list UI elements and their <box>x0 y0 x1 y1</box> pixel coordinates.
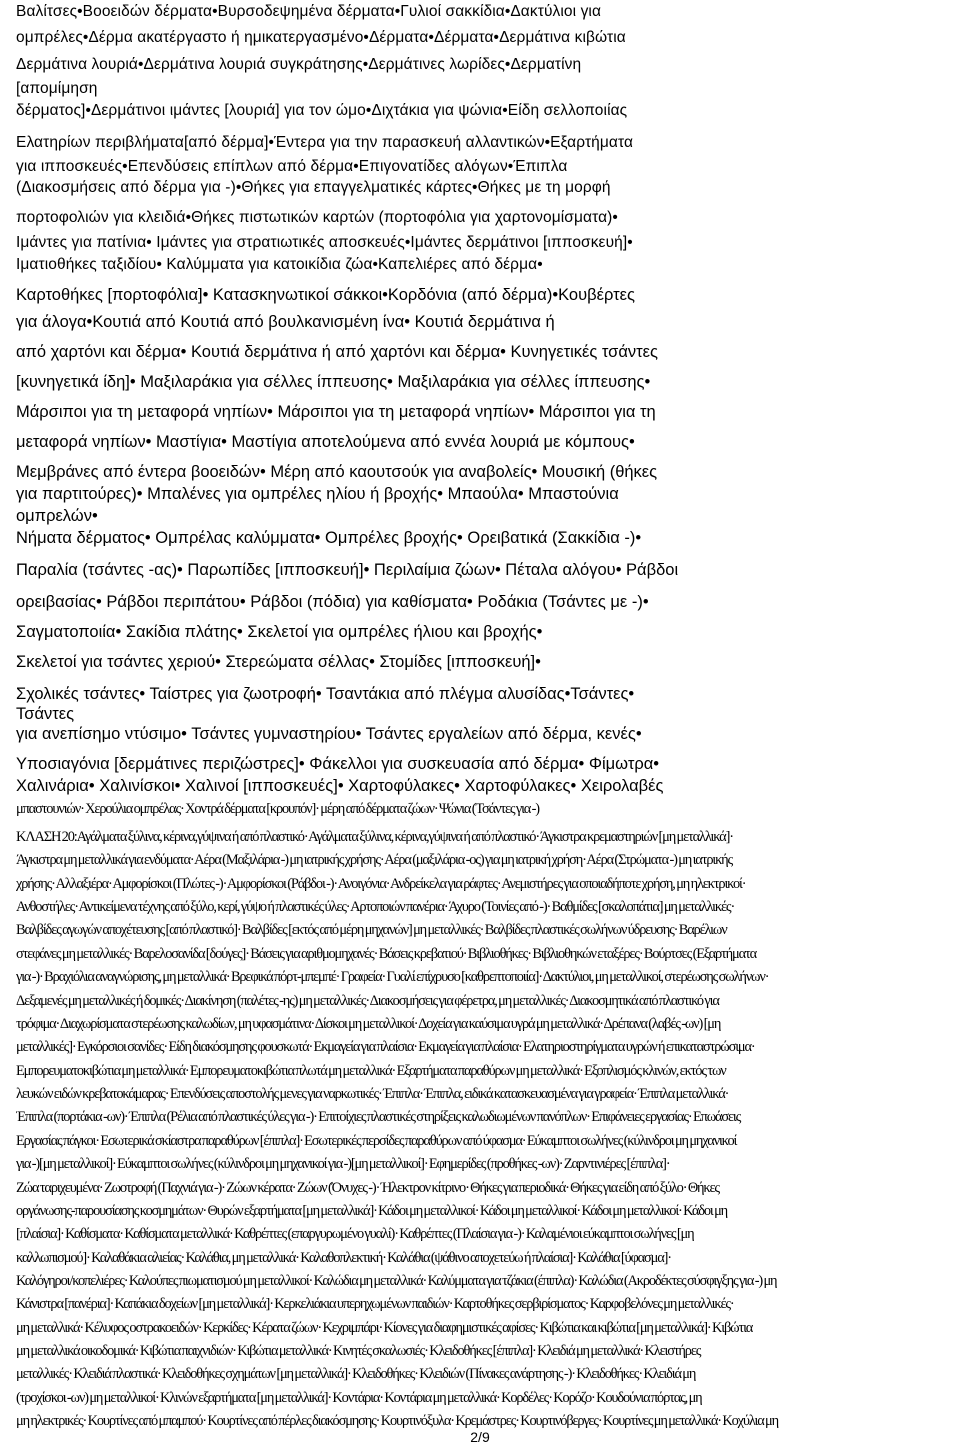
text-line: ομπρέλες•Δέρμα ακατέργαστο ή ημικατεργασμένο•Δέρματα•Δέρματα•Δερμάτινα κιβώτια <box>16 29 626 46</box>
text-line: Βαλβίδες αγωγών αποχέτευσης [από πλαστικό]· Βαλβίδες [εκτός από μέρη μηχανών] μη μεταλλικές· Βαλβίδες πλαστικές σωλήνων ύδρευσης· Βαρέλιων <box>16 922 727 938</box>
text-line: [πλαίσια]· Καθίσματα· Καθίσματα μεταλλικά· Καθρέπτες (επαργυρωμένο γυαλί)· Καθρέπτες (Πλαίσια για -)· Καλαμένιοι εύκαμπτοι σωλήνες [μη <box>16 1226 694 1242</box>
text-line: Άγκιστρα μη μεταλλικά για ενδύματα· Αέρα (Μαξιλάρια -) μη ιατρικής χρήσης· Αέρα (μαξιλάρια -ος) για μη ιατρική χρήση· Αέρα (Στρώματα -) μη ιατρικής <box>16 852 733 868</box>
text-line: στεφάνες μη μεταλλικές· Βαρελοσανίδα [δούγες]· Βάσεις για αριθμομηχανές· Βάσεις κρεβατιού· Βιβλιοθήκες· Βιβλιοθηκών εταξέρες· Βούρτσες (Εξαρτήματα <box>16 946 756 962</box>
text-line: [κυνηγετικά ίδη]• Μαξιλαράκια για σέλλες ίππευσης• Μαξιλαράκια για σέλλες ίππευσης• <box>16 373 651 391</box>
text-line: Ζώα ταριχευμένα· Ζωοτροφή (Παχνιά για -)· Ζώων κέρατα· Ζώων (Όνυχες -)· Ήλεκτρον κίτρινο· Θήκες για περιοδικά· Θήκες για είδη από ξύλο· Θήκες <box>16 1180 719 1196</box>
text-line: Ιματιοθήκες ταξιδίου• Καλύμματα για κατοικίδια ζώα•Καπελιέρες από δέρμα• <box>16 256 543 273</box>
text-line: Τσάντες <box>16 705 75 723</box>
text-line: μη μεταλλικά· Κέλυφος οστρακοειδών· Κερκίδες· Κέρατα ζώων· Κεχριμπάρι· Κίονες για διαφημιστικές αφίσες· Κιβώτια και κιβώτια [μη μεταλλικά]· Κιβώτια <box>16 1320 753 1336</box>
text-line: μη μεταλλικά οικοδομικά· Κιβώτια παιχνιδιών· Κιβώτια μεταλλικά· Κινητές σκαλωσιές· Κλειδοθήκες [έπιπλα]· Κλειδιά μη μεταλλικά· Κλειστήρες <box>16 1343 701 1359</box>
text-line: τρόφιμα· Διαχωρίσματα στερέωσης καλωδίων, μη υφασμάτινα· Δίσκοι μη μεταλλικοί· Δοχεία για καύσιμα υγρά μη μεταλλικά· Δρέπανα (λαβές -ων) [μη <box>16 1016 721 1032</box>
text-line: Χαλινάρια• Χαλινίσκοι• Χαλινοί [ιπποσκευές]• Χαρτοφύλακες• Χαρτοφύλακες• Χειρολαβές <box>16 777 664 795</box>
text-line: [απομίμηση <box>16 80 98 97</box>
text-line: Νήματα δέρματος• Ομπρέλας καλύμματα• Ομπρέλες βροχής• Ορειβατικά (Σακκίδια -)• <box>16 529 642 547</box>
text-line: για παρτιτούρες)• Μπαλένες για ομπρέλες ηλίου ή βροχής• Μπαούλα• Μπαστούνια <box>16 485 619 503</box>
text-line: Ελατηρίων περιβλήματα[από δέρμα]•Έντερα για την παρασκευή αλλαντικών•Εξαρτήματα <box>16 134 634 151</box>
text-line: Εργασίας πάγκοι· Εσωτερικά σκίαστρα παραθύρων [έπιπλα]· Εσωτερικές περσίδες παραθύρων από ύφασμα· Εύκαμπτοι σωλήνες (κύλινδροι μη μηχανικοί <box>16 1133 737 1149</box>
text-line: μη ηλεκτρικές· Κουρτίνες από μπαμπού· Κουρτίνες από πέρλες διακόσμησης· Κουρτινόξυλα· Κρεμάστρες· Κουρτινόβεργες· Κουρτίνες μη μεταλλικά· Κοχύλια μη <box>16 1413 778 1429</box>
text-line: μεταλλικές]· Εγκόρσιοι σανίδες· Είδη διακόσμησης φουσκωτά· Εκμαγεία για πλαίσια· Εκμαγεία για πλαίσια· Ελατηριοστηρίγματα υγρών ή επικαταστρώσιμα· <box>16 1039 755 1055</box>
text-line: Ανθοστήλες· Αντικείμενα τέχνης από ξύλο, κερί, γύψο ή πλαστικές ύλες· Αρτοποιών πανέρια· Άχυρο (Τοινίες από -)· Βαθμίδες [σκαλοπάτια] μη μεταλλικές· <box>16 899 735 915</box>
text-line: Παραλία (τσάντες -ας)• Παρωπίδες [ιπποσκευή]• Περιλαίμια ζώων• Πέταλα αλόγου• Ράβδοι <box>16 561 679 579</box>
text-line: Σχολικές τσάντες• Ταίστρες για ζωοτροφή• Τσαντάκια από πλέγμα αλυσίδας•Τσάντες• <box>16 685 635 703</box>
text-line: δέρματος]•Δερμάτινοι ιμάντες [λουριά] για τον ώμο•Διχτάκια για ψώνια•Είδη σελλοποιίας <box>16 102 628 119</box>
text-line: Σκελετοί για τσάντες χεριού• Στερεώματα σέλλας• Στομίδες [ιπποσκευή]• <box>16 653 541 671</box>
text-line: Κάνιστρα [πανέρια]· Καπάκια δοχείων [μη μεταλλικά]· Κερκελιάκια υπερηχωμένων παιδιών· Καρτοθήκες σερβιρίσματος· Καρφοβελόνες μη μεταλλικές· <box>16 1296 734 1312</box>
text-line: οργάνωσης-παρουσίασης κοσμημάτων· Θυρών εξαρτήματα [μη μεταλλικά]· Κάδοι μη μεταλλικοί· Κάδοι μη μεταλλικοί· Κάδοι μη μεταλλικοί· Κάδοι μη <box>16 1203 728 1219</box>
text-line: από χαρτόνι και δέρμα• Κουτιά δερμάτινα ή από χαρτόνι και δέρμα• Κυνηγετικές τσάντες <box>16 343 658 361</box>
text-line: Σαγματοποιία• Σακίδια πλάτης• Σκελετοί για ομπρέλες ήλιου και βροχής• <box>16 623 543 641</box>
text-line: (Διακοσμήσεις από δέρμα για -)•Θήκες για επαγγελματικές κάρτες•Θήκες με τη μορφή <box>16 179 611 196</box>
text-line: για -)[μη μεταλλικοί]· Εύκαμπτοι σωλήνες (κύλινδροι μη μηχανικοί για -)[μη μεταλλικοί]· Εφημερίδες (προθήκες -ων)· Ζαρντινιέρες [έπιπλα]· <box>16 1156 670 1172</box>
text-line: Ιμάντες για πατίνια• Ιμάντες για στρατιωτικές αποσκευές•Ιμάντες δερμάτινοι [ιπποσκευή]• <box>16 234 633 251</box>
text-line: (τροχίσκοι -ων) μη μεταλλικοί· Κλινών εξαρτήματα [μη μεταλλικά]· Κοντάρια· Κοντάρια μη μεταλλικά· Κορδέλες· Κορόζο· Κουδούνια πόρτας, μη <box>16 1390 702 1406</box>
text-line: για -)· Βραχιόλια αναγνώρισης, μη μεταλλικά· Βρεφικά πόρτ-μπεμπέ· Γραφεία· Γυαλί επίχρυσο [καθρεπτοποιία]· Δακτύλιοι, μη μεταλλικοί, στερέωσης σωλήνων· <box>16 969 769 985</box>
text-line: Καλόγηροι/κοπελιέρες· Καλούπες πιωματισμού μη μεταλλικοί· Καλώδια μη μεταλλικά· Καλύμματα για τζάκια (έπιπλα)· Καλώδια (Ακροδέκτες σύσφιγξης για -) μη <box>16 1273 777 1289</box>
text-line: Εμπορευματοκιβώτια μη μεταλλικά· Εμπορευματοκιβώτια πλωτά μη μεταλλικά· Εξαρτήματα παραθύρων μη μεταλλικά· Εξοπλισμός κλινών, εκτός των <box>16 1063 726 1079</box>
text-line: Μάρσιποι για τη μεταφορά νηπίων• Μάρσιποι για τη μεταφορά νηπίων• Μάρσιποι για τη <box>16 403 656 421</box>
text-line: ορειβασίας• Ράβδοι περιπάτου• Ράβδοι (πόδια) για καθίσματα• Ροδάκια (Τσάντες με -)• <box>16 593 649 611</box>
page-number: 2/9 <box>470 1429 490 1445</box>
text-line: Υποσιαγόνια [δερμάτινες περιζώστρες]• Φάκελλοι για συσκευασία από δέρμα• Φίμωτρα• <box>16 755 660 773</box>
text-line: ΚΛΑΣΗ 20:Αγάλματα ξύλινα, κέρινα,γύψινα ή από πλαστικό· Αγάλματα ξύλινα, κέρινα,γύψινα ή από πλαστικό· Άγκιστρα κρεμαστηριών [μη μεταλλικά]· <box>16 829 733 845</box>
text-line: Δεξαμενές μη μεταλλικές ή δομικές· Διακίνηση (παλέτες -ης) μη μεταλλικές· Διακοσμήσεις για φέρετρα, μη μεταλλικές· Διακοσμητικά από πλαστικό για <box>16 993 719 1009</box>
text-line: καλλωπισμού]· Καλαθάκια αλιείας· Καλάθια, μη μεταλλικά· Καλαθοπλεκτική· Καλάθια (ψάθινο αποχετεύω ή πλαίσια]· Καλάθια [ύφασμα]· <box>16 1250 671 1266</box>
text-line: χρήσης· Αλλαξιέρα· Αμφορίσκοι (Πλώτες -)· Αμφορίσκοι (Ράβδοι -)· Ανοιγόνια· Ανδρείκελα για ράφτες· Ανεμιστήρες για οποιαδήποτε χρήση, μη ηλεκτρικοί· <box>16 876 746 892</box>
text-line: λευκών ειδών κρεβατοκάμαρας· Επενδύσεις αποστολής μενες για ναρκωτικές· Έπιπλα· Έπιπλα, ειδικά κατασκευασμένα για γραφεία· Έπιπλα μεταλλικά· <box>16 1086 729 1102</box>
text-line: Έπιπλα (πορτάκια -ων)· Έπιπλα (Ρέλια από πλαστικές ύλες για -)· Επιτοίχιες πλαστικές στηρίξεις καλωδιωμένων πανόπλων· Επιφάνειες εργασίας· Επωάσεις <box>16 1109 741 1125</box>
text-line: Καρτοθήκες [πορτοφόλια]• Κατασκηνωτικοί σάκκοι•Κορδόνια (από δέρμα)•Κουβέρτες <box>16 286 635 304</box>
text-line: για ιπποσκευές•Επενδύσεις επίπλων από δέρμα•Επιγονατίδες αλόγων•Έπιπλα <box>16 158 568 175</box>
text-line: για ανεπίσημο ντύσιμο• Τσάντες γυμναστηρίου• Τσάντες εργαλείων από δέρμα, κενές• <box>16 725 642 743</box>
text-line: πορτοφολιών για κλειδιά•Θήκες πιστωτικών καρτών (πορτοφόλια για χαρτονομίσματα)• <box>16 209 618 226</box>
text-line: Δερμάτινα λουριά•Δερμάτινα λουριά συγκράτησης•Δερμάτινες λωρίδες•Δερματίνη <box>16 56 582 73</box>
text-line: Μεμβράνες από έντερα βοοειδών• Μέρη από καουτσούκ για αναβολείς• Μουσική (θήκες <box>16 463 658 481</box>
text-line: μπαστουνιών· Χερούλια ομπρέλας· Χοντρά δέρματα [κρουπόν]· μέρη από δέρματα ζώων· Ψώνια (Τσάντες για -) <box>16 801 539 817</box>
text-line: μεταφορά νηπίων• Μαστίγια• Μαστίγια αποτελούμενα από εννέα λουριά με κόμπους• <box>16 433 635 451</box>
text-line: για άλογα•Κουτιά από Κουτιά από βουλκανισμένη ίνα• Κουτιά δερμάτινα ή <box>16 313 555 331</box>
text-line: Βαλίτσες•Βοοειδών δέρματα•Βυρσοδεψημένα δέρματα•Γυλιοί σακκίδια•Δακτύλιοι για <box>16 3 602 20</box>
text-line: ομπρελών• <box>16 507 98 525</box>
text-line: μεταλλικές· Κλειδιά πλαστικά· Κλειδοθήκες σχημάτων [μη μεταλλικά]· Κλειδοθήκες· Κλειδιών (Πίνακες ανάρτησης -)· Κλειδοθήκες· Κλειδιά μη <box>16 1366 696 1382</box>
